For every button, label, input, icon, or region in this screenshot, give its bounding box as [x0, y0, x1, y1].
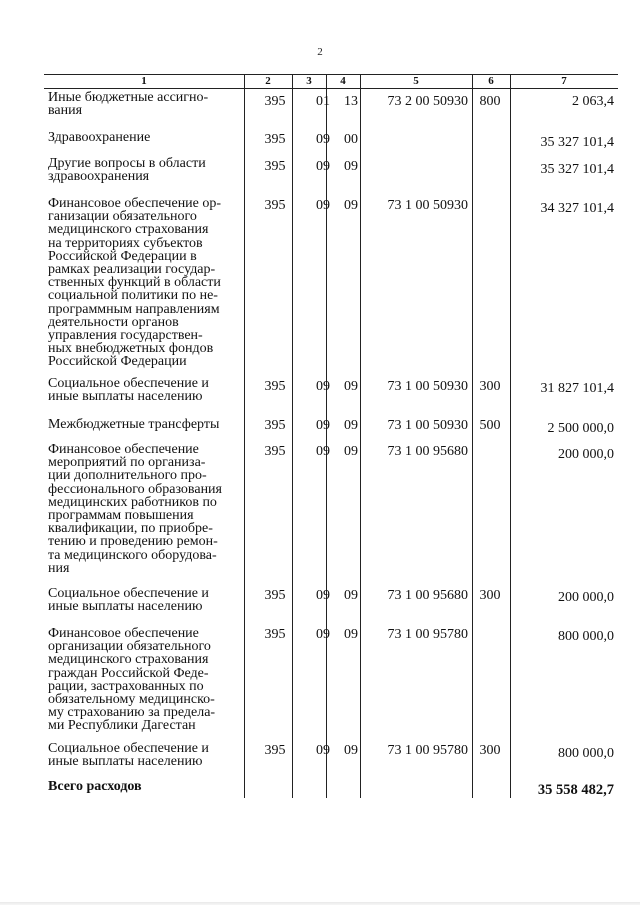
page-number: 2 — [317, 46, 323, 58]
cell-amount: 2 500 000,0 — [547, 421, 614, 436]
cell-section: 09 — [316, 444, 330, 459]
cell-subsection: 09 — [344, 418, 358, 433]
table-row-name: Финансовое обеспечение организации обязательного медицинского страхования граждан Российской Феде- рации, застрахованных по обязательному медицинско- му страхованию за предела- ми Республики Дагестан — [48, 626, 216, 734]
cell-section: 09 — [316, 418, 330, 433]
table-row-name: Иные бюджетные ассигно- вания — [48, 90, 209, 119]
cell-target-article: 73 2 00 50930 — [387, 94, 468, 109]
cell-amount: 200 000,0 — [558, 590, 614, 605]
cell-section: 01 — [316, 94, 330, 109]
cell-target-article: 73 1 00 95680 — [387, 444, 468, 459]
cell-subsection: 09 — [344, 159, 358, 174]
cell-subsection: 09 — [344, 444, 358, 459]
table-row-name: Финансовое обеспечение ор- ганизации обязательного медицинского страхования на территориях субъектов Российской Федерации в рамках реализации государ- ственных функций в области социальной политики по не- программным направлениям деятельности органов управления государствен- ных внебюджетных фондов Российской Федерации — [48, 196, 222, 370]
cell-subsection: 13 — [344, 94, 358, 109]
cell-target-article: 73 1 00 95680 — [387, 588, 468, 603]
cell-target-article: 73 1 00 50930 — [387, 379, 468, 394]
cell-target-article: 73 1 00 50930 — [387, 418, 468, 433]
col-header-7: 7 — [561, 75, 567, 87]
expenditure-table — [44, 74, 618, 798]
cell-adm-code: 395 — [264, 132, 286, 147]
table-row-name: Другие вопросы в области здравоохранения — [48, 156, 206, 185]
cell-adm-code: 395 — [264, 743, 286, 758]
table-row-name: Межбюджетные трансферты — [48, 417, 220, 432]
cell-adm-code: 395 — [264, 588, 286, 603]
header-bottom-border — [44, 88, 618, 89]
cell-amount: 800 000,0 — [558, 746, 614, 761]
cell-expense-type: 500 — [479, 418, 501, 433]
cell-section: 09 — [316, 627, 330, 642]
col-header-3: 3 — [306, 75, 312, 87]
cell-adm-code: 395 — [264, 198, 286, 213]
cell-target-article: 73 1 00 95780 — [387, 743, 468, 758]
cell-adm-code: 395 — [264, 418, 286, 433]
cell-subsection: 09 — [344, 588, 358, 603]
col-divider — [244, 74, 245, 798]
cell-adm-code: 395 — [264, 627, 286, 642]
col-divider — [292, 74, 293, 798]
table-row-name: Социальное обеспечение и иные выплаты населению — [48, 376, 209, 405]
col-header-5: 5 — [413, 75, 419, 87]
cell-target-article: 73 1 00 50930 — [387, 198, 468, 213]
cell-subsection: 00 — [344, 132, 358, 147]
col-divider — [510, 74, 511, 798]
cell-subsection: 09 — [344, 198, 358, 213]
col-header-1: 1 — [141, 75, 147, 87]
cell-section: 09 — [316, 588, 330, 603]
table-row-name: Социальное обеспечение и иные выплаты населению — [48, 586, 209, 615]
cell-adm-code: 395 — [264, 379, 286, 394]
cell-expense-type: 300 — [479, 743, 501, 758]
cell-adm-code: 395 — [264, 94, 286, 109]
cell-amount: 34 327 101,4 — [540, 201, 614, 216]
cell-expense-type: 300 — [479, 588, 501, 603]
cell-section: 09 — [316, 132, 330, 147]
total-amount: 35 558 482,7 — [537, 782, 614, 798]
col-divider — [472, 74, 473, 798]
col-divider — [360, 74, 361, 798]
cell-amount: 2 063,4 — [572, 94, 614, 109]
cell-subsection: 09 — [344, 627, 358, 642]
col-header-2: 2 — [265, 75, 271, 87]
cell-section: 09 — [316, 159, 330, 174]
cell-section: 09 — [316, 743, 330, 758]
col-header-6: 6 — [488, 75, 494, 87]
table-row-name: Социальное обеспечение и иные выплаты населению — [48, 741, 209, 770]
col-divider — [326, 74, 327, 798]
cell-expense-type: 800 — [479, 94, 501, 109]
col-header-4: 4 — [340, 75, 346, 87]
cell-amount: 35 327 101,4 — [540, 135, 614, 150]
cell-target-article: 73 1 00 95780 — [387, 627, 468, 642]
cell-adm-code: 395 — [264, 444, 286, 459]
cell-amount: 800 000,0 — [558, 629, 614, 644]
cell-amount: 200 000,0 — [558, 447, 614, 462]
cell-amount: 35 327 101,4 — [540, 162, 614, 177]
cell-expense-type: 300 — [479, 379, 501, 394]
cell-adm-code: 395 — [264, 159, 286, 174]
cell-section: 09 — [316, 198, 330, 213]
total-label: Всего расходов — [48, 779, 142, 794]
cell-amount: 31 827 101,4 — [540, 381, 614, 396]
cell-subsection: 09 — [344, 379, 358, 394]
table-row-name: Здравоохранение — [48, 130, 151, 145]
cell-subsection: 09 — [344, 743, 358, 758]
table-row-name: Финансовое обеспечение мероприятий по организа- ции дополнительного про- фессионального образования медицинских работников по программам повышения квалификации, по приобре- тению и проведению ремон- та медицинского оборудова- ния — [48, 442, 222, 576]
cell-section: 09 — [316, 379, 330, 394]
